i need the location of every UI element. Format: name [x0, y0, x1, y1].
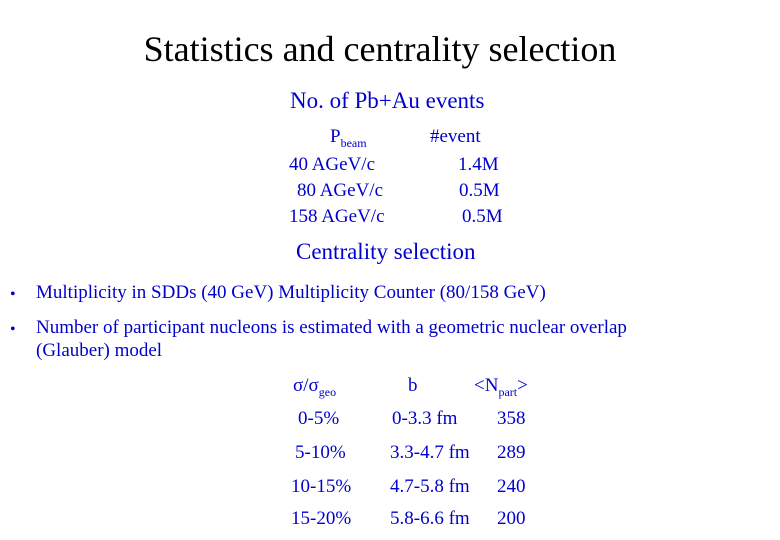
- centrality-row-npart: 358: [497, 408, 526, 429]
- pbeam-header-sub: beam: [340, 136, 367, 150]
- centrality-row-sigma: 10-15%: [291, 476, 352, 497]
- centrality-heading: Centrality selection: [296, 239, 476, 264]
- bullet-text-continued: (Glauber) model: [36, 340, 163, 361]
- events-row-pbeam: 158 AGeV/c: [289, 206, 385, 227]
- centrality-row-b: 0-3.3 fm: [392, 408, 458, 429]
- bullet-marker: •: [10, 286, 16, 303]
- centrality-row-b: 3.3-4.7 fm: [390, 442, 470, 463]
- centrality-row-npart: 240: [497, 476, 526, 497]
- event-header: #event: [430, 126, 481, 147]
- pbeam-header: [330, 126, 367, 151]
- centrality-row-sigma: 0-5%: [298, 408, 340, 429]
- centrality-row-sigma: 5-10%: [295, 442, 346, 463]
- bullet-marker: •: [10, 321, 16, 338]
- centrality-row-npart: 200: [497, 508, 526, 529]
- events-row-pbeam: 40 AGeV/c: [289, 154, 376, 175]
- npart-header-open: <N: [474, 375, 499, 396]
- sigma-header: [293, 375, 336, 400]
- npart-header-sub: part: [498, 385, 518, 399]
- npart-header-close: >: [517, 375, 528, 396]
- events-row-pbeam: 80 AGeV/c: [297, 180, 384, 201]
- centrality-row-npart: 289: [497, 442, 526, 463]
- bullet-text: Multiplicity in SDDs (40 GeV) Multiplicity Counter (80/158 GeV): [36, 282, 546, 303]
- bullet-text: Number of participant nucleons is estimated with a geometric nuclear overlap: [36, 317, 627, 338]
- b-header: b: [408, 375, 418, 396]
- events-row-count: 0.5M: [459, 180, 500, 201]
- events-row-count: 1.4M: [458, 154, 499, 175]
- centrality-row-b: 5.8-6.6 fm: [390, 508, 470, 529]
- pbeam-header-main: P: [330, 126, 341, 147]
- centrality-row-b: 4.7-5.8 fm: [390, 476, 470, 497]
- events-row-count: 0.5M: [462, 206, 503, 227]
- events-heading: No. of Pb+Au events: [290, 88, 485, 113]
- slide-title: Statistics and centrality selection: [143, 29, 617, 69]
- sigma-header-sub: geo: [318, 385, 337, 399]
- sigma-header-main: σ/σ: [293, 375, 319, 396]
- centrality-row-sigma: 15-20%: [291, 508, 352, 529]
- npart-header: [474, 375, 528, 400]
